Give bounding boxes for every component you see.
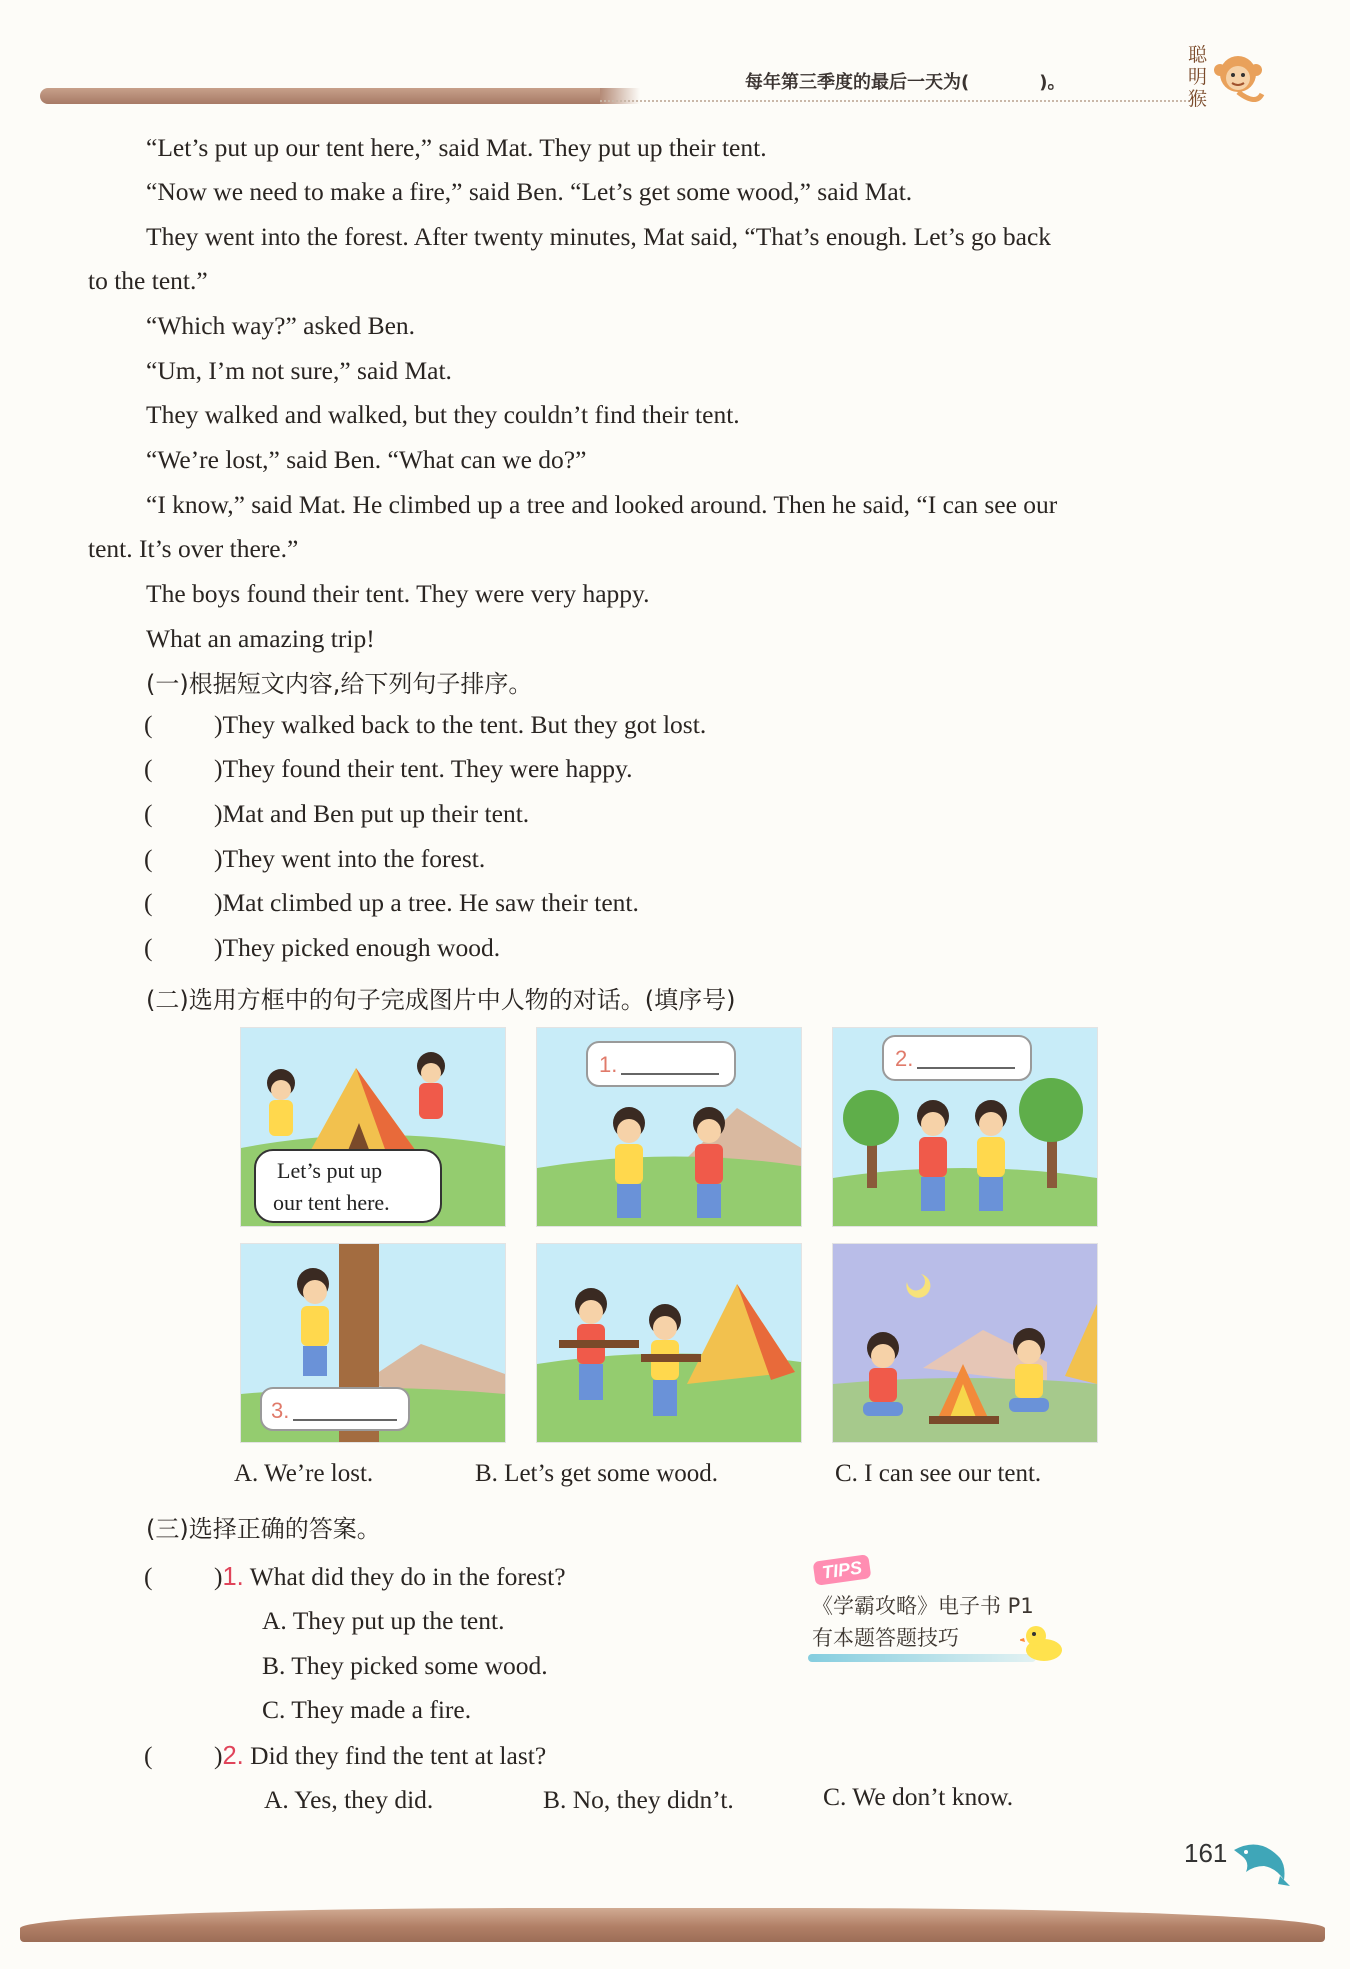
answer-blank[interactable]: ( <box>144 888 153 917</box>
q2-option-a: A. Yes, they did. <box>264 1785 434 1814</box>
bubble-text-2: our tent here. <box>273 1190 390 1215</box>
tips-underline <box>808 1654 1036 1662</box>
picture-climbing <box>240 1243 506 1443</box>
tips-line-1: 《学霸攻略》电子书 P1 <box>812 1594 1034 1618</box>
section2-title: (二)选用方框中的句子完成图片中人物的对话。(填序号) <box>146 986 736 1014</box>
dolphin-icon <box>1230 1836 1292 1890</box>
story-line: “Now we need to make a fire,” said Ben. “Let’s get some wood,” said Mat. <box>146 177 913 206</box>
section1-title: (一)根据短文内容,给下列句子排序。 <box>146 670 533 698</box>
duck-icon <box>1020 1622 1066 1662</box>
header-band <box>40 88 600 104</box>
story-line: They went into the forest. After twenty minutes, Mat said, “That’s enough. Let’s go back <box>146 222 1052 251</box>
story-line: They walked and walked, but they couldn’t find their tent. <box>146 400 740 429</box>
order-item: ( )Mat climbed up a tree. He saw their tent. <box>144 888 639 917</box>
story-line: “I know,” said Mat. He climbed up a tree and looked around. Then he said, “I can see our <box>146 490 1058 519</box>
blank-3-label: 3. <box>271 1398 290 1423</box>
option-c: C. I can see our tent. <box>835 1460 1042 1487</box>
order-item: ( )They went into the forest. <box>144 844 486 873</box>
answer-blank[interactable]: ( <box>144 933 153 962</box>
q1-option-a: A. They put up the tent. <box>262 1606 505 1635</box>
tips-box <box>800 1556 1075 1672</box>
page-number: 161 <box>1184 1838 1228 1868</box>
answer-blank[interactable]: ( <box>144 1741 153 1770</box>
q1-option-b: B. They picked some wood. <box>262 1651 548 1680</box>
q2-option-c: C. We don’t know. <box>823 1782 1014 1811</box>
answer-blank[interactable]: ( <box>144 710 153 739</box>
answer-blank[interactable]: ( <box>144 844 153 873</box>
story-line: tent. It’s over there.” <box>88 534 299 563</box>
order-item: ( )Mat and Ben put up their tent. <box>144 799 530 828</box>
order-item: ( )They picked enough wood. <box>144 933 501 962</box>
blank-2-label: 2. <box>895 1046 914 1071</box>
q1-option-c: C. They made a fire. <box>262 1695 472 1724</box>
story-line: “Which way?” asked Ben. <box>146 311 416 340</box>
order-item: ( )They found their tent. They were happy. <box>144 754 633 783</box>
question-1: ( )1. What did they do in the forest? <box>144 1562 566 1591</box>
picture-talking <box>536 1027 802 1227</box>
picture-wood <box>536 1243 802 1443</box>
tips-line-2: 有本题答题技巧 <box>812 1626 959 1650</box>
order-item: ( )They walked back to the tent. But they got lost. <box>144 710 707 739</box>
tips-badge: TIPS <box>813 1554 872 1586</box>
header-riddle: 每年第三季度的最后一天为( )。 <box>745 72 1066 93</box>
story-line: “Let’s put up our tent here,” said Mat. They put up their tent. <box>146 133 767 162</box>
option-b: B. Let’s get some wood. <box>475 1460 719 1487</box>
brand-text: 聪 明 猴 <box>1188 44 1208 110</box>
question-2: ( )2. Did they find the tent at last? <box>144 1741 547 1770</box>
answer-blank[interactable]: ( <box>144 1562 153 1591</box>
story-line: What an amazing trip! <box>146 624 375 653</box>
bubble-text-1: Let’s put up <box>277 1158 383 1183</box>
story-line: “Um, I’m not sure,” said Mat. <box>146 356 452 385</box>
picture-lost <box>832 1027 1098 1227</box>
header-rule <box>600 100 1190 102</box>
picture-tent <box>240 1027 506 1227</box>
story-line: to the tent.” <box>88 266 208 295</box>
footer-band <box>20 1908 1325 1942</box>
story-line: “We’re lost,” said Ben. “What can we do?” <box>146 445 587 474</box>
picture-campfire <box>832 1243 1098 1443</box>
q2-option-b: B. No, they didn’t. <box>543 1785 734 1814</box>
option-a: A. We’re lost. <box>234 1460 374 1487</box>
story-line: The boys found their tent. They were very happy. <box>146 579 650 608</box>
section3-title: (三)选择正确的答案。 <box>146 1515 381 1543</box>
blank-1-label: 1. <box>599 1052 618 1077</box>
answer-blank[interactable]: ( <box>144 754 153 783</box>
answer-blank[interactable]: ( <box>144 799 153 828</box>
